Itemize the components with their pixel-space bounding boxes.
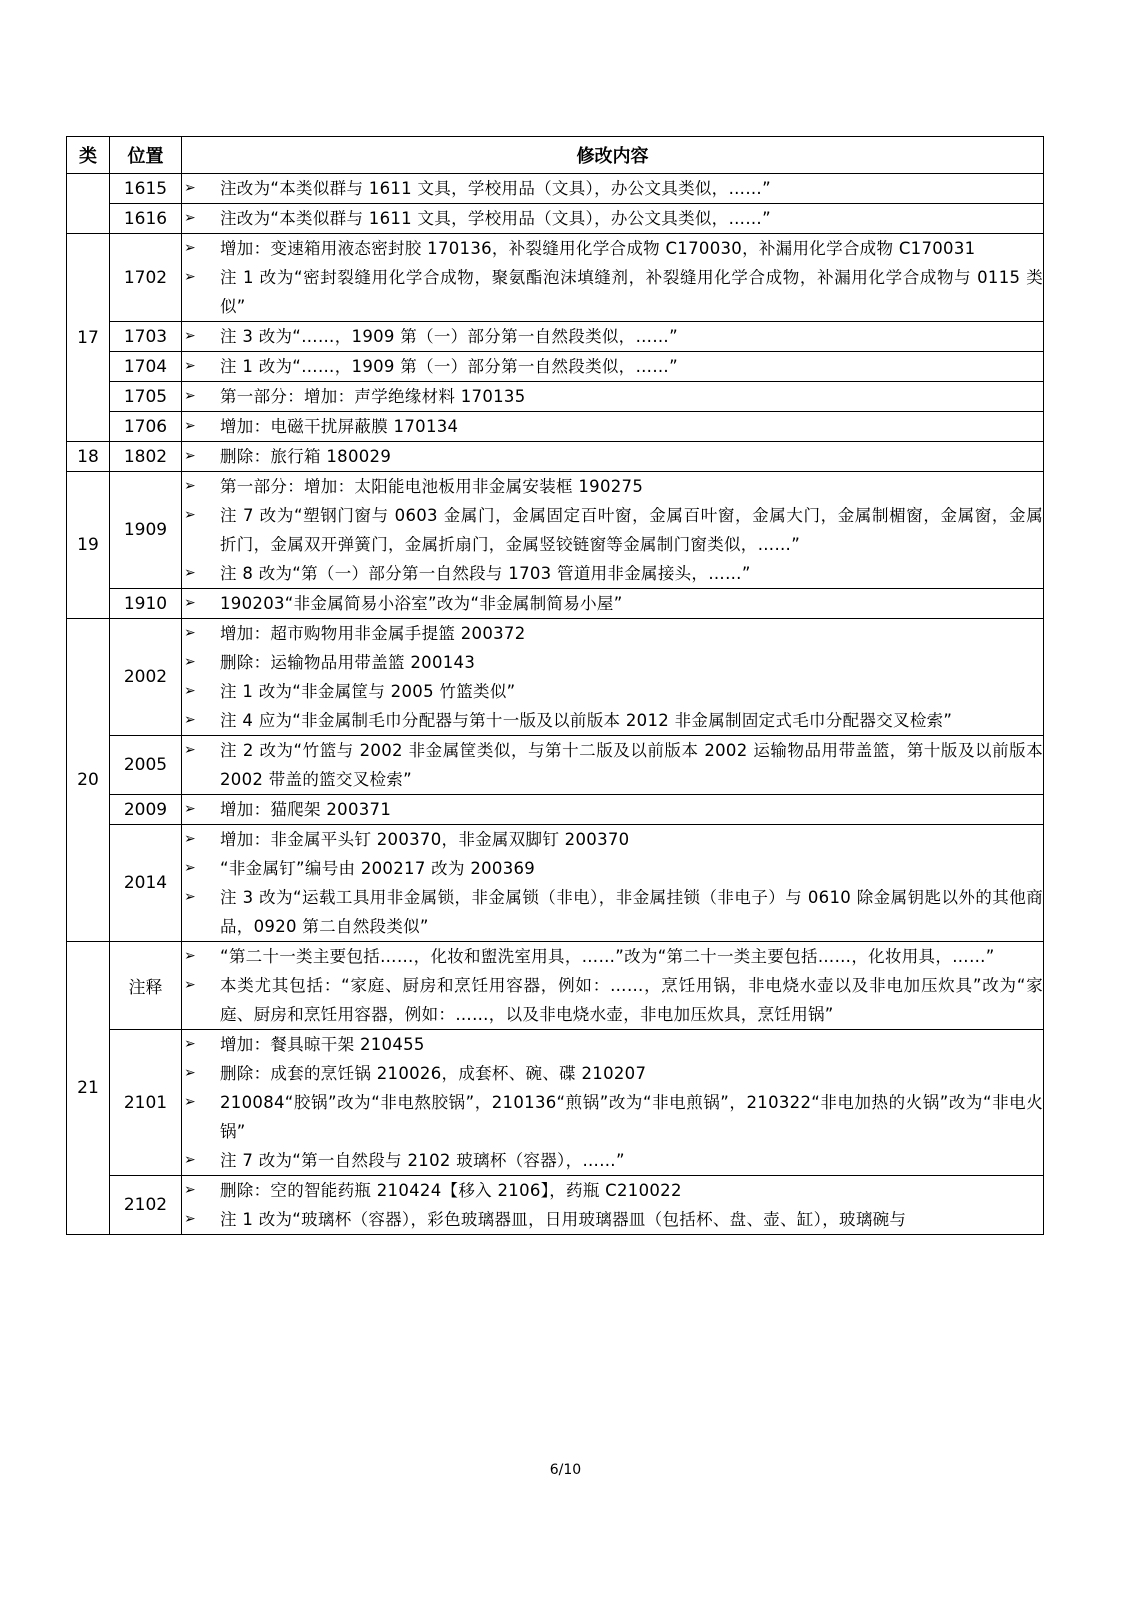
content-cell xyxy=(182,412,1044,442)
position-cell: 2002 xyxy=(110,619,182,736)
bullet-arrow-icon: ➢ xyxy=(184,507,196,523)
content-cell xyxy=(182,174,1044,204)
item-text: 删除：旅行箱 180029 xyxy=(220,447,392,466)
content-cell xyxy=(182,736,1044,795)
table-row xyxy=(67,1176,1044,1235)
item-text: 删除：成套的烹饪锅 210026，成套杯、碗、碟 210207 xyxy=(220,1064,647,1083)
item-text: 注 7 改为“第一自然段与 2102 玻璃杯（容器），……” xyxy=(220,1151,625,1170)
bullet-arrow-icon: ➢ xyxy=(184,801,196,817)
bullet-arrow-icon: ➢ xyxy=(184,654,196,670)
table-row xyxy=(67,736,1044,795)
item-text: 注改为“本类似群与 1611 文具，学校用品（文具），办公文具类似，……” xyxy=(220,179,771,198)
list-item xyxy=(182,619,1043,648)
position-cell: 2102 xyxy=(110,1176,182,1235)
bullet-arrow-icon: ➢ xyxy=(184,625,196,641)
position-cell: 1615 xyxy=(110,174,182,204)
table-row xyxy=(67,619,1044,736)
list-item xyxy=(182,382,1043,411)
bullet-arrow-icon: ➢ xyxy=(184,712,196,728)
position-cell: 2014 xyxy=(110,825,182,942)
table-row xyxy=(67,1030,1044,1176)
content-cell xyxy=(182,619,1044,736)
item-text: “非金属钉”编号由 200217 改为 200369 xyxy=(220,859,536,878)
list-item xyxy=(182,559,1043,588)
list-item xyxy=(182,883,1043,941)
revision-table xyxy=(66,136,1044,1235)
bullet-arrow-icon: ➢ xyxy=(184,478,196,494)
page-number: 6/10 xyxy=(549,1462,582,1478)
table-row xyxy=(67,942,1044,1030)
list-item xyxy=(182,648,1043,677)
content-cell xyxy=(182,322,1044,352)
table-row xyxy=(67,825,1044,942)
position-cell: 2009 xyxy=(110,795,182,825)
table-header-row xyxy=(67,137,1044,174)
content-cell xyxy=(182,942,1044,1030)
item-text: 注 3 改为“运载工具用非金属锁，非金属锁（非电），非金属挂锁（非电子）与 0610 除金属钥匙以外的其他商品，0920 第二自然段类似” xyxy=(220,888,1043,936)
table-row xyxy=(67,795,1044,825)
bullet-arrow-icon: ➢ xyxy=(184,180,196,196)
item-text: 增加：非金属平头钉 200370，非金属双脚钉 200370 xyxy=(220,830,630,849)
position-cell: 1702 xyxy=(110,234,182,322)
list-item xyxy=(182,472,1043,501)
bullet-arrow-icon: ➢ xyxy=(184,448,196,464)
item-text: 注 4 应为“非金属制毛巾分配器与第十一版及以前版本 2012 非金属制固定式毛巾分配器交叉检索” xyxy=(220,711,953,730)
bullet-arrow-icon: ➢ xyxy=(184,1065,196,1081)
position-cell: 1616 xyxy=(110,204,182,234)
content-cell xyxy=(182,352,1044,382)
bullet-arrow-icon: ➢ xyxy=(184,358,196,374)
bullet-arrow-icon: ➢ xyxy=(184,1211,196,1227)
header-content: 修改内容 xyxy=(182,137,1044,174)
class-cell: 19 xyxy=(67,472,110,619)
header-class: 类 xyxy=(67,137,110,174)
position-cell: 1910 xyxy=(110,589,182,619)
content-cell xyxy=(182,825,1044,942)
item-text: 第一部分：增加：太阳能电池板用非金属安装框 190275 xyxy=(220,477,644,496)
bullet-arrow-icon: ➢ xyxy=(184,1182,196,1198)
content-cell xyxy=(182,1030,1044,1176)
content-cell xyxy=(182,382,1044,412)
list-item xyxy=(182,1205,1043,1234)
list-item xyxy=(182,412,1043,441)
item-text: 注 2 改为“竹篮与 2002 非金属筐类似，与第十二版及以前版本 2002 运输物品用带盖篮，第十版及以前版本 2002 带盖的篮交叉检索” xyxy=(220,741,1043,789)
position-cell: 1706 xyxy=(110,412,182,442)
list-item xyxy=(182,971,1043,1029)
table-row xyxy=(67,472,1044,589)
table-row xyxy=(67,412,1044,442)
table-row xyxy=(67,234,1044,322)
position-cell: 注释 xyxy=(110,942,182,1030)
bullet-arrow-icon: ➢ xyxy=(184,418,196,434)
list-item xyxy=(182,677,1043,706)
item-text: 增加：电磁干扰屏蔽膜 170134 xyxy=(220,417,459,436)
table-row xyxy=(67,322,1044,352)
bullet-arrow-icon: ➢ xyxy=(184,388,196,404)
table-row xyxy=(67,352,1044,382)
list-item xyxy=(182,204,1043,233)
position-cell: 1802 xyxy=(110,442,182,472)
list-item xyxy=(182,1030,1043,1059)
bullet-arrow-icon: ➢ xyxy=(184,1152,196,1168)
item-text: 注改为“本类似群与 1611 文具，学校用品（文具），办公文具类似，……” xyxy=(220,209,771,228)
item-text: 注 3 改为“……，1909 第（一）部分第一自然段类似，……” xyxy=(220,327,678,346)
bullet-arrow-icon: ➢ xyxy=(184,240,196,256)
list-item xyxy=(182,825,1043,854)
position-cell: 1705 xyxy=(110,382,182,412)
item-text: 删除：空的智能药瓶 210424【移入 2106】，药瓶 C210022 xyxy=(220,1181,682,1200)
list-item xyxy=(182,736,1043,794)
list-item xyxy=(182,1176,1043,1205)
item-text: 210084“胶锅”改为“非电熬胶锅”，210136“煎锅”改为“非电煎锅”，210322“非电加热的火锅”改为“非电火锅” xyxy=(220,1093,1043,1141)
item-text: 注 1 改为“非金属筐与 2005 竹篮类似” xyxy=(220,682,516,701)
list-item xyxy=(182,795,1043,824)
position-cell: 1909 xyxy=(110,472,182,589)
list-item xyxy=(182,1088,1043,1146)
bullet-arrow-icon: ➢ xyxy=(184,948,196,964)
list-item xyxy=(182,442,1043,471)
list-item xyxy=(182,1146,1043,1175)
content-cell xyxy=(182,795,1044,825)
item-text: 注 1 改为“……，1909 第（一）部分第一自然段类似，……” xyxy=(220,357,678,376)
item-text: 增加：餐具晾干架 210455 xyxy=(220,1035,425,1054)
item-text: 190203“非金属简易小浴室”改为“非金属制简易小屋” xyxy=(220,594,623,613)
list-item xyxy=(182,854,1043,883)
header-position: 位置 xyxy=(110,137,182,174)
class-cell: 20 xyxy=(67,619,110,942)
list-item xyxy=(182,174,1043,203)
content-cell xyxy=(182,589,1044,619)
bullet-arrow-icon: ➢ xyxy=(184,595,196,611)
position-cell: 1703 xyxy=(110,322,182,352)
class-cell: 21 xyxy=(67,942,110,1235)
class-cell: 17 xyxy=(67,234,110,442)
content-cell xyxy=(182,204,1044,234)
bullet-arrow-icon: ➢ xyxy=(184,210,196,226)
bullet-arrow-icon: ➢ xyxy=(184,977,196,993)
bullet-arrow-icon: ➢ xyxy=(184,831,196,847)
table-row xyxy=(67,382,1044,412)
bullet-arrow-icon: ➢ xyxy=(184,269,196,285)
content-cell xyxy=(182,234,1044,322)
item-text: 注 8 改为“第（一）部分第一自然段与 1703 管道用非金属接头，……” xyxy=(220,564,751,583)
table-row xyxy=(67,442,1044,472)
table-row xyxy=(67,174,1044,204)
item-text: 注 7 改为“塑钢门窗与 0603 金属门，金属固定百叶窗，金属百叶窗，金属大门，金属制楣窗，金属窗，金属折门，金属双开弹簧门，金属折扇门，金属竖铰链窗等金属制门窗类似，……” xyxy=(220,506,1043,554)
list-item xyxy=(182,706,1043,735)
table-row xyxy=(67,204,1044,234)
item-text: 注 1 改为“玻璃杯（容器），彩色玻璃器皿，日用玻璃器皿（包括杯、盘、壶、缸），玻璃碗与 xyxy=(220,1210,907,1229)
list-item xyxy=(182,322,1043,351)
item-text: 本类尤其包括：“家庭、厨房和烹饪用容器，例如：……，烹饪用锅，非电烧水壶以及非电加压炊具”改为“家庭、厨房和烹饪用容器，例如：……，以及非电烧水壶，非电加压炊具，烹饪用锅” xyxy=(220,976,1043,1024)
item-text: 增加：猫爬架 200371 xyxy=(220,800,392,819)
item-text: 增加：超市购物用非金属手提篮 200372 xyxy=(220,624,526,643)
content-cell xyxy=(182,442,1044,472)
list-item xyxy=(182,942,1043,971)
position-cell: 2101 xyxy=(110,1030,182,1176)
list-item xyxy=(182,263,1043,321)
list-item xyxy=(182,352,1043,381)
item-text: 删除：运输物品用带盖篮 200143 xyxy=(220,653,476,672)
position-cell: 1704 xyxy=(110,352,182,382)
position-cell: 2005 xyxy=(110,736,182,795)
bullet-arrow-icon: ➢ xyxy=(184,742,196,758)
content-cell xyxy=(182,1176,1044,1235)
content-cell xyxy=(182,472,1044,589)
class-cell: 18 xyxy=(67,442,110,472)
item-text: 注 1 改为“密封裂缝用化学合成物，聚氨酯泡沫填缝剂，补裂缝用化学合成物，补漏用化学合成物与 0115 类似” xyxy=(220,268,1043,316)
item-text: “第二十一类主要包括……，化妆和盥洗室用具，……”改为“第二十一类主要包括……，化妆用具，……” xyxy=(220,947,995,966)
bullet-arrow-icon: ➢ xyxy=(184,860,196,876)
list-item xyxy=(182,1059,1043,1088)
bullet-arrow-icon: ➢ xyxy=(184,1094,196,1110)
bullet-arrow-icon: ➢ xyxy=(184,1036,196,1052)
class-cell xyxy=(67,174,110,234)
bullet-arrow-icon: ➢ xyxy=(184,683,196,699)
bullet-arrow-icon: ➢ xyxy=(184,889,196,905)
table-row xyxy=(67,589,1044,619)
bullet-arrow-icon: ➢ xyxy=(184,328,196,344)
item-text: 第一部分：增加：声学绝缘材料 170135 xyxy=(220,387,526,406)
bullet-arrow-icon: ➢ xyxy=(184,565,196,581)
item-text: 增加：变速箱用液态密封胶 170136，补裂缝用化学合成物 C170030，补漏用化学合成物 C170031 xyxy=(220,239,976,258)
list-item xyxy=(182,234,1043,263)
list-item xyxy=(182,501,1043,559)
list-item xyxy=(182,589,1043,618)
